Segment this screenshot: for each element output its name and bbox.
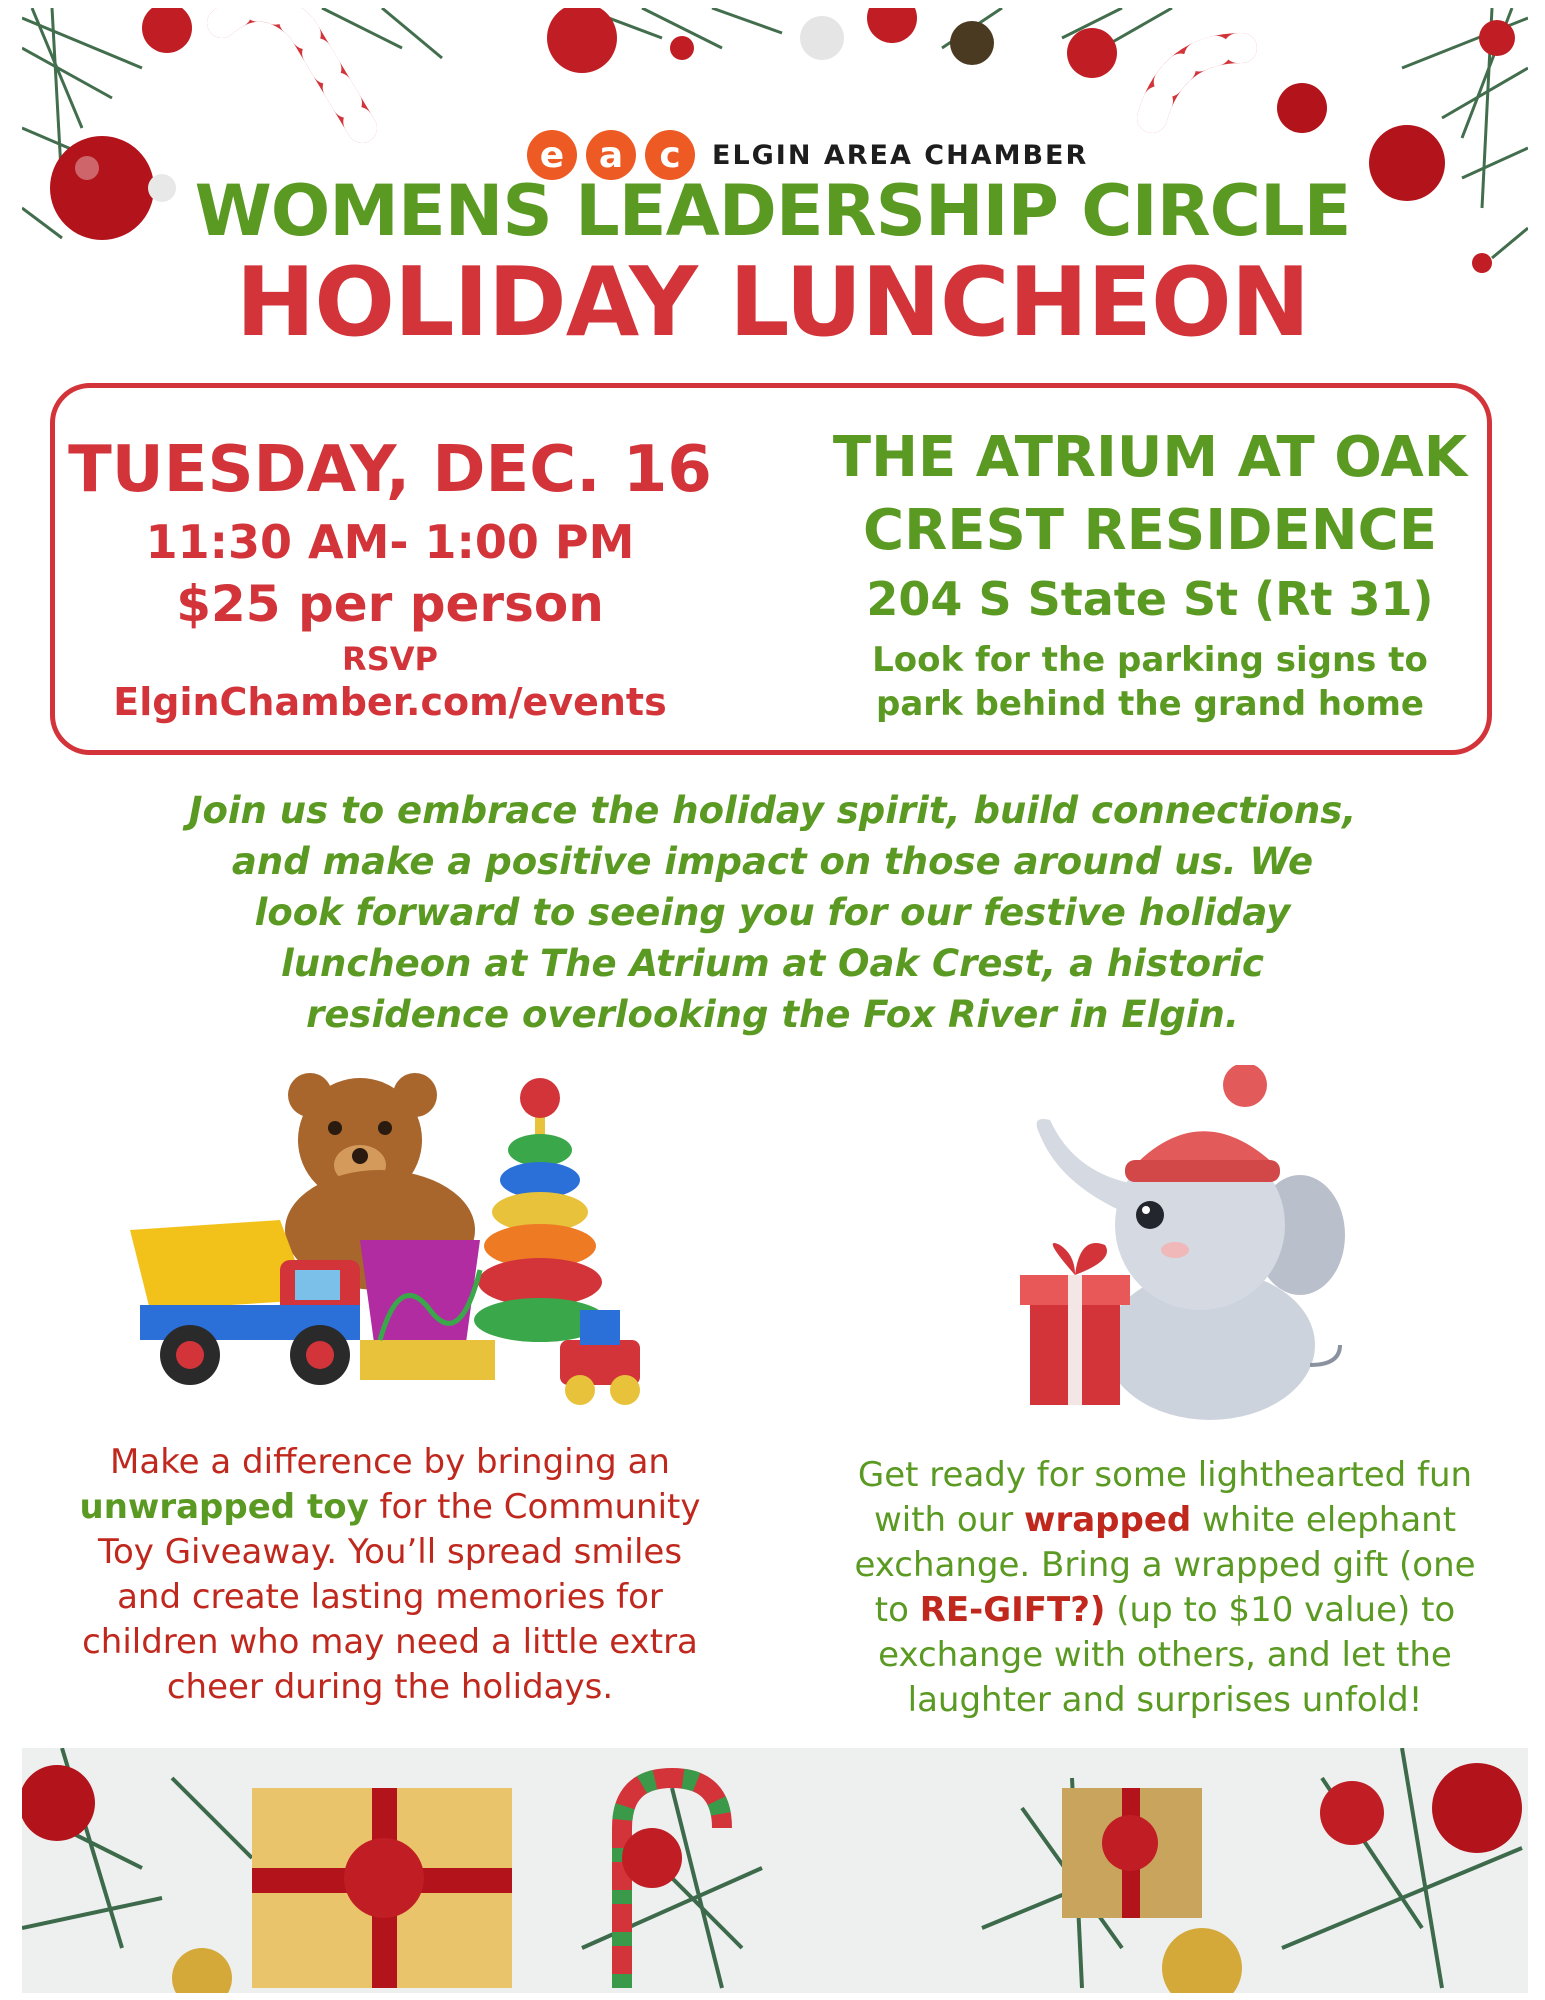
event-time: 11:30 AM- 1:00 PM xyxy=(145,515,635,569)
white-elephant-text-post: (up to $10 value) to xyxy=(1105,1590,1456,1630)
white-elephant-line: Get ready for some lighthearted fun xyxy=(857,1455,1473,1495)
parking-note-line1: Look for the parking signs to xyxy=(872,640,1428,680)
white-elephant-paragraph xyxy=(825,1453,1505,1723)
event-price: $25 per person xyxy=(176,575,604,633)
luncheon-title: HOLIDAY LUNCHEON xyxy=(235,248,1310,358)
rsvp-link[interactable]: ElginChamber.com/events xyxy=(113,680,667,724)
circle-title: WOMENS LEADERSHIP CIRCLE xyxy=(194,170,1351,252)
toy-drive-line xyxy=(55,1485,725,1530)
toy-drive-line: children who may need a little extra xyxy=(82,1622,698,1662)
venue-name-line1: THE ATRIUM AT OAK xyxy=(832,425,1468,490)
toy-drive-line: and create lasting memories for xyxy=(117,1577,663,1617)
bottom-holiday-decoration xyxy=(22,1748,1528,1993)
white-elephant-line xyxy=(825,1498,1505,1543)
venue-name-line2: CREST RESIDENCE xyxy=(863,498,1437,563)
intro-line: and make a positive impact on those around us. We xyxy=(231,840,1314,883)
event-date: TUESDAY, DEC. 16 xyxy=(68,433,712,507)
rsvp-label: RSVP xyxy=(342,640,438,678)
regift-highlight: RE-GIFT?) xyxy=(919,1590,1106,1630)
svg-text:e: e xyxy=(539,135,565,176)
toy-drive-line: Toy Giveaway. You’ll spread smiles xyxy=(97,1532,683,1572)
unwrapped-toy-highlight: unwrapped toy xyxy=(79,1487,369,1527)
venue-address: 204 S State St (Rt 31) xyxy=(866,572,1434,626)
wrapped-highlight: wrapped xyxy=(1024,1500,1192,1540)
white-elephant-text-pre: to xyxy=(874,1590,920,1630)
intro-line: Join us to embrace the holiday spirit, build connections, xyxy=(188,789,1357,832)
parking-note-line2: park behind the grand home xyxy=(876,684,1424,724)
white-elephant-line: laughter and surprises unfold! xyxy=(907,1680,1423,1720)
intro-paragraph xyxy=(110,785,1435,1040)
toys-illustration xyxy=(130,1070,670,1420)
white-elephant-text-post: white elephant xyxy=(1191,1500,1457,1540)
intro-line: residence overlooking the Fox River in Elgin. xyxy=(306,993,1239,1036)
elephant-illustration xyxy=(1020,1065,1350,1445)
chamber-name: ELGIN AREA CHAMBER xyxy=(712,140,1089,171)
svg-text:c: c xyxy=(659,135,681,176)
white-elephant-line: exchange. Bring a wrapped gift (one xyxy=(854,1545,1476,1585)
intro-line: look forward to seeing you for our festive holiday xyxy=(254,891,1291,934)
white-elephant-line: exchange with others, and let the xyxy=(878,1635,1452,1675)
toy-drive-line-rest: for the Community xyxy=(368,1487,701,1527)
svg-text:a: a xyxy=(598,135,624,176)
toy-drive-paragraph xyxy=(55,1440,725,1710)
toy-drive-line: cheer during the holidays. xyxy=(166,1667,614,1707)
white-elephant-line xyxy=(825,1588,1505,1633)
white-elephant-text-pre: with our xyxy=(873,1500,1025,1540)
intro-line: luncheon at The Atrium at Oak Crest, a historic xyxy=(281,942,1264,985)
toy-drive-line: Make a difference by bringing an xyxy=(110,1442,670,1482)
